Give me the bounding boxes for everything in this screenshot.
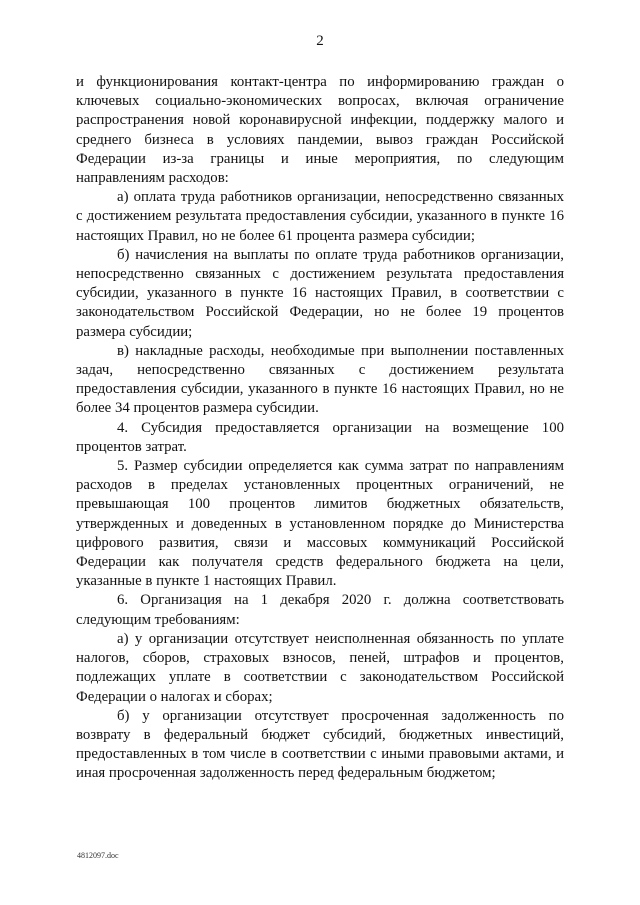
paragraph-clause-5: 5. Размер субсидии определяется как сумма затрат по направлениям расходов в пределах установленных процентных ограничений, не превышающая 100 процентов лимитов бюджетных обязательств, утвержденных и доведенных в установленном порядке до Министерства цифрового развития, связи и массовых коммуникаций Российской Федерации как получателя средств федерального бюджета на цели, указанные в пункте 1 настоящих Правил. (76, 458, 564, 590)
paragraph-continuation: и функционирования контакт-центра по информированию граждан о ключевых социально-экономических вопросах, включая ограничение распространения новой коронавирусной инфекции, поддержку малого и среднего бизнеса в условиях пандемии, вывоз граждан Российской Федерации из-за границы и иные мероприятия, по следующим направлениям расходов: (76, 74, 564, 187)
paragraph-requirement-a: а) у организации отсутствует неисполненная обязанность по уплате налогов, сборов, страховых взносов, пеней, штрафов и процентов, подлежащих уплате в соответствии с законодательством Российской Федерации о налогах и сборах; (76, 630, 564, 705)
paragraph-clause-4: 4. Субсидия предоставляется организации на возмещение 100 процентов затрат. (76, 419, 564, 455)
paragraph-item-c-overhead: в) накладные расходы, необходимые при выполнении поставленных задач, непосредственно связанных с достижением результата предоставления субсидии, указанного в пункте 16 настоящих Правил, но не более 34 процентов размера субсидии. (76, 342, 564, 417)
paragraph-item-b-accruals: б) начисления на выплаты по оплате труда работников организации, непосредственно связанных с достижением результата предоставления субсидии, указанного в пункте 16 настоящих Правил, в соответствии с законодательством Российской Федерации, но не более 19 процентов размера субсидии; (76, 246, 564, 340)
page-number: 2 (316, 33, 324, 49)
document-body (76, 73, 564, 784)
paragraph-requirement-b: б) у организации отсутствует просроченная задолженность по возврату в федеральный бюджет субсидий, бюджетных инвестиций, предоставленных в том числе в соответствии с иными правовыми актами, и иная просроченная задолженность перед федеральным бюджетом; (76, 707, 564, 782)
paragraph-item-a-labor: а) оплата труда работников организации, непосредственно связанных с достижением результата предоставления субсидии, указанного в пункте 16 настоящих Правил, но не более 61 процента размера субсидии; (76, 189, 564, 244)
paragraph-clause-6: 6. Организация на 1 декабря 2020 г. должна соответствовать следующим требованиям: (76, 592, 564, 628)
document-id: 4812097.doc (77, 851, 119, 860)
